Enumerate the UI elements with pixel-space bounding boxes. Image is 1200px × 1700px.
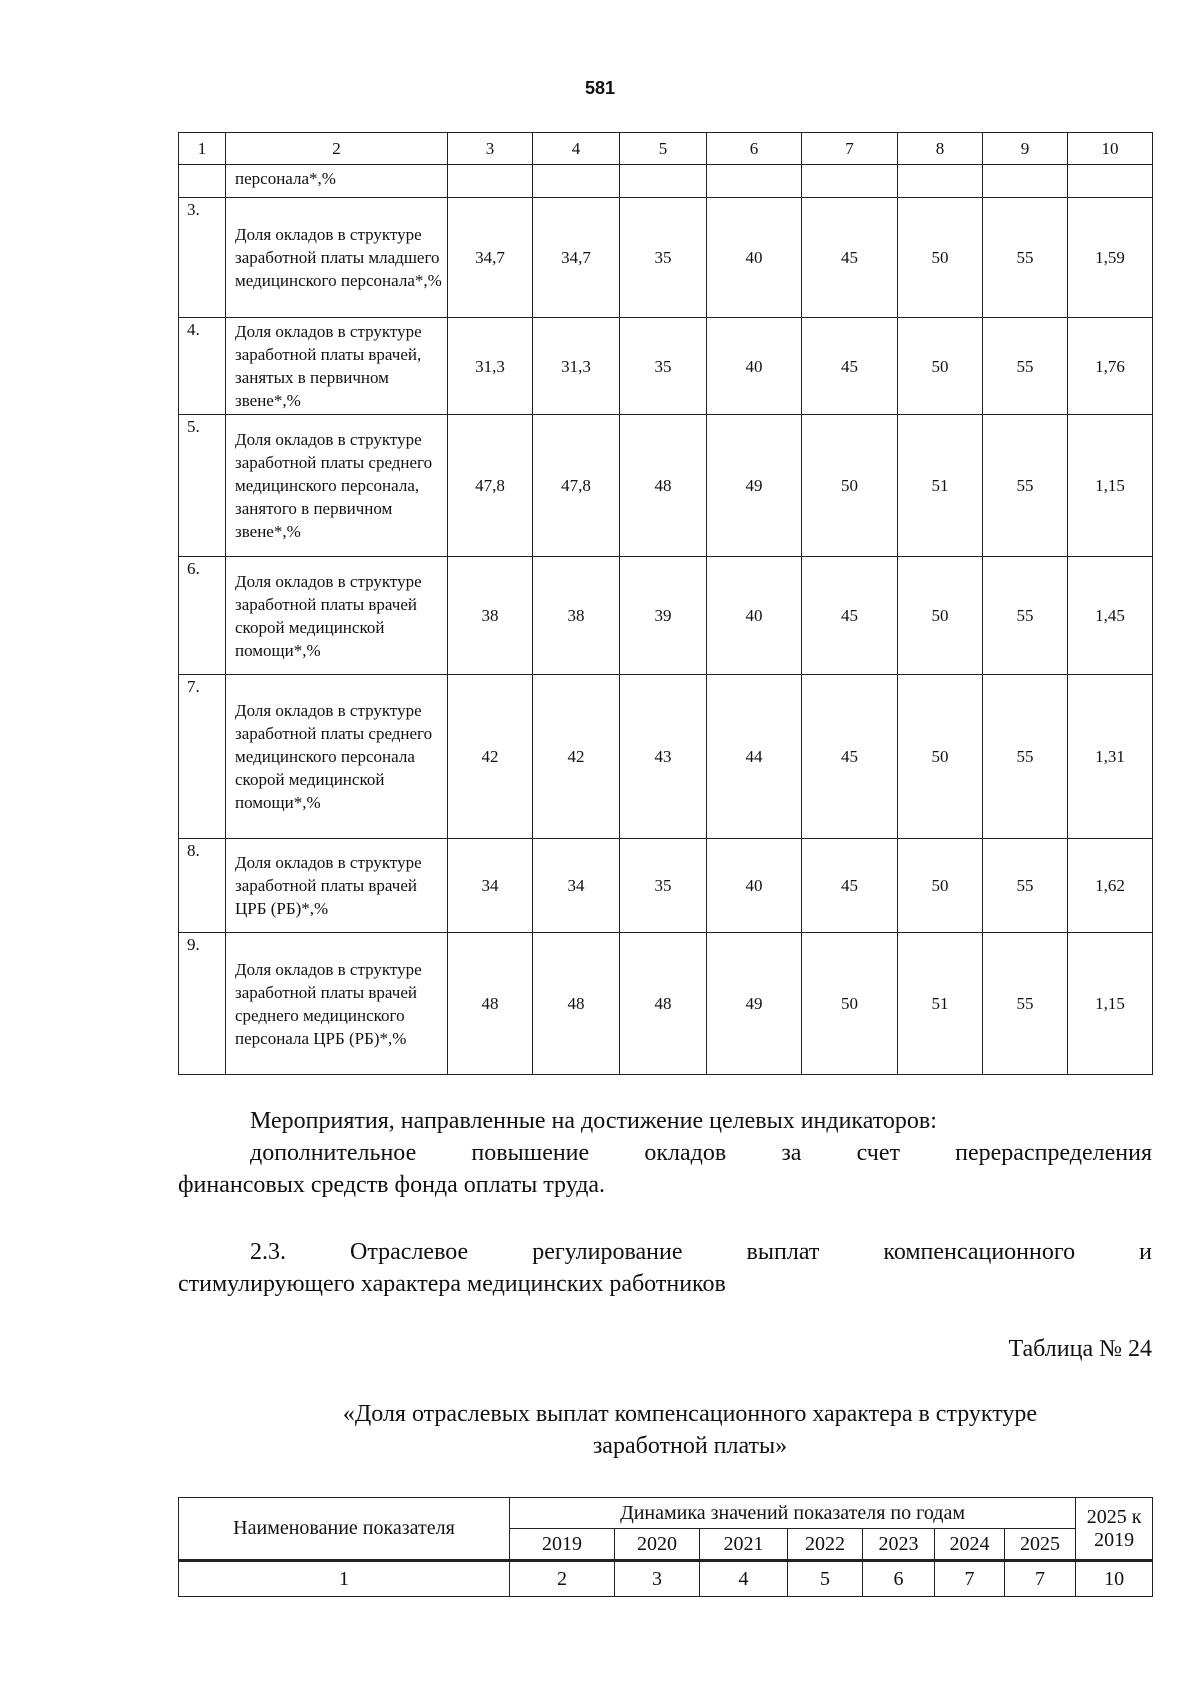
compensation-table xyxy=(178,1497,1153,1597)
table-row xyxy=(179,675,1153,839)
column-number: 2 xyxy=(510,1561,615,1597)
column-number: 3 xyxy=(615,1561,700,1597)
column-number: 6 xyxy=(707,133,802,165)
value-cell: 50 xyxy=(898,839,983,933)
column-number: 7 xyxy=(1005,1561,1076,1597)
table-title-line: заработной платы» xyxy=(592,1433,788,1459)
row-number: 8. xyxy=(179,839,226,933)
column-number: 8 xyxy=(898,133,983,165)
value-cell: 1,45 xyxy=(1068,557,1153,675)
value-cell: 48 xyxy=(620,415,707,557)
indicators-table xyxy=(178,132,1153,1075)
value-cell: 48 xyxy=(533,933,620,1075)
column-number: 10 xyxy=(1068,133,1153,165)
column-number: 5 xyxy=(788,1561,863,1597)
value-cell: 50 xyxy=(802,415,898,557)
value-cell: 45 xyxy=(802,557,898,675)
row-number: 4. xyxy=(179,318,226,415)
row-number xyxy=(179,165,226,198)
value-cell: 51 xyxy=(898,933,983,1075)
row-number: 6. xyxy=(179,557,226,675)
value-cell: 35 xyxy=(620,198,707,318)
section-heading xyxy=(178,1236,1152,1300)
value-cell: 55 xyxy=(983,933,1068,1075)
row-name: Доля окладов в структуре заработной платы врачей, занятых в первичном звене*,% xyxy=(226,318,448,415)
value-cell: 55 xyxy=(983,318,1068,415)
measures-line: Мероприятия, направленные на достижение целевых индикаторов: xyxy=(250,1108,937,1134)
value-cell: 43 xyxy=(620,675,707,839)
value-cell: 55 xyxy=(983,557,1068,675)
table-title xyxy=(250,1398,1130,1462)
value-cell: 49 xyxy=(707,415,802,557)
column-number: 5 xyxy=(620,133,707,165)
year-header: 2019 xyxy=(510,1529,615,1561)
value-cell: 40 xyxy=(707,839,802,933)
value-cell: 55 xyxy=(983,198,1068,318)
value-cell: 50 xyxy=(898,198,983,318)
value-cell: 35 xyxy=(620,318,707,415)
value-cell: 55 xyxy=(983,675,1068,839)
value-cell: 1,31 xyxy=(1068,675,1153,839)
column-number: 7 xyxy=(802,133,898,165)
value-cell: 50 xyxy=(802,933,898,1075)
value-cell: 1,59 xyxy=(1068,198,1153,318)
value-cell: 50 xyxy=(898,557,983,675)
value-cell: 51 xyxy=(898,415,983,557)
value-cell: 38 xyxy=(533,557,620,675)
value-cell: 45 xyxy=(802,675,898,839)
table-row xyxy=(179,415,1153,557)
column-number: 9 xyxy=(983,133,1068,165)
year-header: 2023 xyxy=(863,1529,935,1561)
year-header: 2021 xyxy=(700,1529,788,1561)
row-number: 9. xyxy=(179,933,226,1075)
value-cell: 47,8 xyxy=(448,415,533,557)
row-name: Доля окладов в структуре заработной платы врачей среднего медицинского персонала ЦРБ (РБ)*,% xyxy=(226,933,448,1075)
value-cell: 40 xyxy=(707,198,802,318)
table-row xyxy=(179,198,1153,318)
measures-line: финансовых средств фонда оплаты труда. xyxy=(178,1172,606,1198)
row-name: Доля окладов в структуре заработной платы врачей ЦРБ (РБ)*,% xyxy=(226,839,448,933)
value-cell: 55 xyxy=(983,415,1068,557)
row-number: 7. xyxy=(179,675,226,839)
ratio-header: 2025 к 2019 xyxy=(1076,1498,1153,1561)
value-cell: 45 xyxy=(802,839,898,933)
section-heading-line: стимулирующего характера медицинских работников xyxy=(178,1271,726,1297)
value-cell: 47,8 xyxy=(533,415,620,557)
value-cell: 44 xyxy=(707,675,802,839)
year-header: 2022 xyxy=(788,1529,863,1561)
year-header: 2020 xyxy=(615,1529,700,1561)
value-cell: 31,3 xyxy=(448,318,533,415)
value-cell: 42 xyxy=(533,675,620,839)
table-label: Таблица № 24 xyxy=(1008,1336,1152,1362)
column-number: 2 xyxy=(226,133,448,165)
column-number: 7 xyxy=(935,1561,1005,1597)
value-cell: 45 xyxy=(802,318,898,415)
row-name: Доля окладов в структуре заработной платы среднего медицинского персонала, занятого в первичном звене*,% xyxy=(226,415,448,557)
measures-line: дополнительное повышение окладов за счет перераспределения xyxy=(250,1140,1152,1166)
value-cell: 31,3 xyxy=(533,318,620,415)
table-title-line: «Доля отраслевых выплат компенсационного характера в структуре xyxy=(342,1401,1038,1427)
year-header: 2025 xyxy=(1005,1529,1076,1561)
value-cell: 38 xyxy=(448,557,533,675)
row-number: 5. xyxy=(179,415,226,557)
value-cell: 34,7 xyxy=(533,198,620,318)
row-name: Доля окладов в структуре заработной платы младшего медицинского персонала*,% xyxy=(226,198,448,318)
table-row xyxy=(179,839,1153,933)
column-number: 6 xyxy=(863,1561,935,1597)
value-cell: 34 xyxy=(533,839,620,933)
value-cell: 48 xyxy=(448,933,533,1075)
value-cell: 40 xyxy=(707,557,802,675)
table-header-row xyxy=(179,133,1153,165)
value-cell: 50 xyxy=(898,318,983,415)
value-cell: 40 xyxy=(707,318,802,415)
value-cell: 39 xyxy=(620,557,707,675)
table-row xyxy=(179,557,1153,675)
value-cell: 1,76 xyxy=(1068,318,1153,415)
row-name: Доля окладов в структуре заработной платы врачей скорой медицинской помощи*,% xyxy=(226,557,448,675)
value-cell: 34 xyxy=(448,839,533,933)
section-heading-line: 2.3. Отраслевое регулирование выплат компенсационного и xyxy=(250,1239,1152,1265)
value-cell: 34,7 xyxy=(448,198,533,318)
value-cell: 1,62 xyxy=(1068,839,1153,933)
column-number: 1 xyxy=(179,1561,510,1597)
row-name: персонала*,% xyxy=(226,165,448,198)
value-cell: 50 xyxy=(898,675,983,839)
table-row xyxy=(179,318,1153,415)
value-cell: 45 xyxy=(802,198,898,318)
column-number: 1 xyxy=(179,133,226,165)
row-number: 3. xyxy=(179,198,226,318)
year-header: 2024 xyxy=(935,1529,1005,1561)
column-number: 4 xyxy=(533,133,620,165)
value-cell: 1,15 xyxy=(1068,415,1153,557)
measures-paragraph xyxy=(178,1105,1152,1201)
value-cell: 35 xyxy=(620,839,707,933)
page-number: 581 xyxy=(584,78,616,98)
column-number: 3 xyxy=(448,133,533,165)
value-cell: 1,15 xyxy=(1068,933,1153,1075)
column-number: 4 xyxy=(700,1561,788,1597)
indicator-name-header: Наименование показателя xyxy=(179,1498,510,1561)
value-cell: 42 xyxy=(448,675,533,839)
row-name: Доля окладов в структуре заработной платы среднего медицинского персонала скорой медицинской помощи*,% xyxy=(226,675,448,839)
value-cell: 48 xyxy=(620,933,707,1075)
column-number: 10 xyxy=(1076,1561,1153,1597)
value-cell: 49 xyxy=(707,933,802,1075)
table-row xyxy=(179,933,1153,1075)
value-cell: 55 xyxy=(983,839,1068,933)
dynamics-header: Динамика значений показателя по годам xyxy=(510,1498,1076,1529)
table-row-continuation xyxy=(179,165,1153,198)
